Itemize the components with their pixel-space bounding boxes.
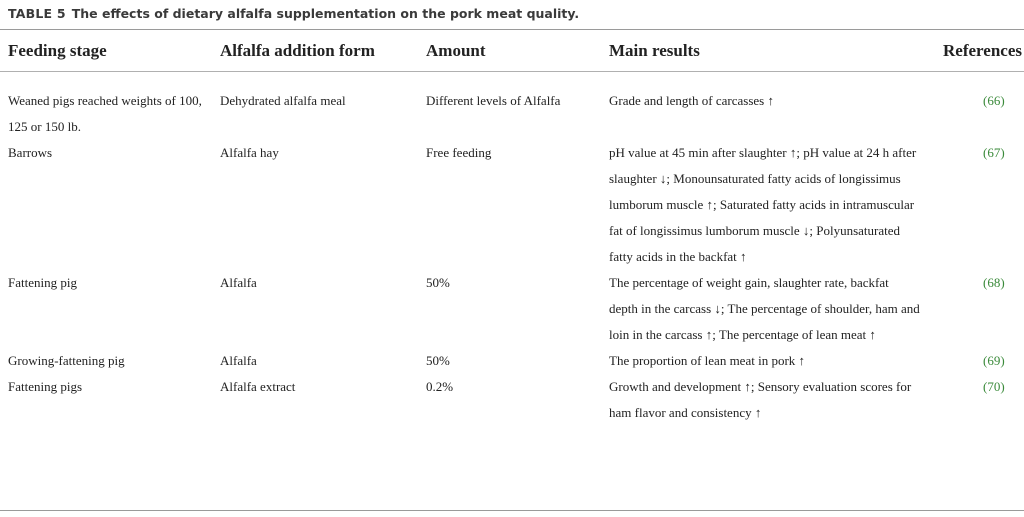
addition-form-cell: Alfalfa: [220, 275, 257, 290]
amount-cell: 0.2%: [426, 379, 454, 394]
header-amount: Amount: [426, 40, 486, 60]
feeding-stage-cell: Weaned pigs reached weights of 100, 125 or 150 lb.: [8, 93, 202, 134]
header-addition-form: Alfalfa addition form: [220, 40, 375, 60]
table-title: The effects of dietary alfalfa supplementation on the pork meat quality.: [71, 6, 580, 21]
addition-form-cell: Alfalfa hay: [220, 145, 279, 160]
amount-cell: 50%: [426, 275, 450, 290]
main-results-cell: Grade and length of carcasses ↑: [609, 93, 774, 108]
feeding-stage-cell: Barrows: [8, 145, 53, 160]
reference-link[interactable]: (70): [983, 379, 1005, 394]
reference-cell: [920, 71, 1024, 140]
amount-cell: 50%: [426, 353, 450, 368]
header-row: [0, 30, 1024, 71]
header-references: References: [943, 40, 1022, 60]
reference-cell: [920, 140, 1024, 270]
header-feeding-stage: Feeding stage: [8, 40, 107, 60]
table-row: [0, 140, 1024, 270]
addition-form-cell: Alfalfa extract: [220, 379, 296, 394]
feeding-stage-cell: Fattening pigs: [8, 379, 83, 394]
reference-cell: [920, 270, 1024, 348]
main-results-cell: Growth and development ↑; Sensory evaluation scores for ham flavor and consistency ↑: [609, 379, 912, 420]
bottom-rule: [0, 510, 1024, 511]
table-row: [0, 270, 1024, 348]
reference-link[interactable]: (67): [983, 145, 1005, 160]
reference-link[interactable]: (69): [983, 353, 1005, 368]
table-label: TABLE 5: [8, 6, 66, 21]
table-row: [0, 348, 1024, 374]
feeding-stage-cell: Fattening pig: [8, 275, 77, 290]
main-results-cell: The percentage of weight gain, slaughter rate, backfat depth in the carcass ↓; The percentage of shoulder, ham and loin in the carcass ↑; The percentage of lean meat ↑: [609, 275, 920, 342]
reference-link[interactable]: (68): [983, 275, 1005, 290]
header-main-results: Main results: [609, 40, 700, 60]
addition-form-cell: Alfalfa: [220, 353, 257, 368]
reference-link[interactable]: (66): [983, 93, 1005, 108]
feeding-stage-cell: Growing-fattening pig: [8, 353, 125, 368]
amount-cell: Different levels of Alfalfa: [426, 93, 561, 108]
table-row: [0, 374, 1024, 426]
addition-form-cell: Dehydrated alfalfa meal: [220, 93, 346, 108]
main-results-cell: The proportion of lean meat in pork ↑: [609, 353, 806, 368]
reference-cell: [920, 374, 1024, 426]
amount-cell: Free feeding: [426, 145, 492, 160]
alfalfa-table: [0, 30, 1024, 426]
table-row: [0, 71, 1024, 140]
table-caption: [8, 6, 579, 21]
reference-cell: [920, 348, 1024, 374]
main-results-cell: pH value at 45 min after slaughter ↑; pH value at 24 h after slaughter ↓; Monounsaturated fatty acids of longissimus lumborum muscle ↑; Saturated fatty acids in intramuscular fat of longissimus lumborum muscle ↓; Polyunsaturated fatty acids in the backfat ↑: [609, 145, 917, 264]
